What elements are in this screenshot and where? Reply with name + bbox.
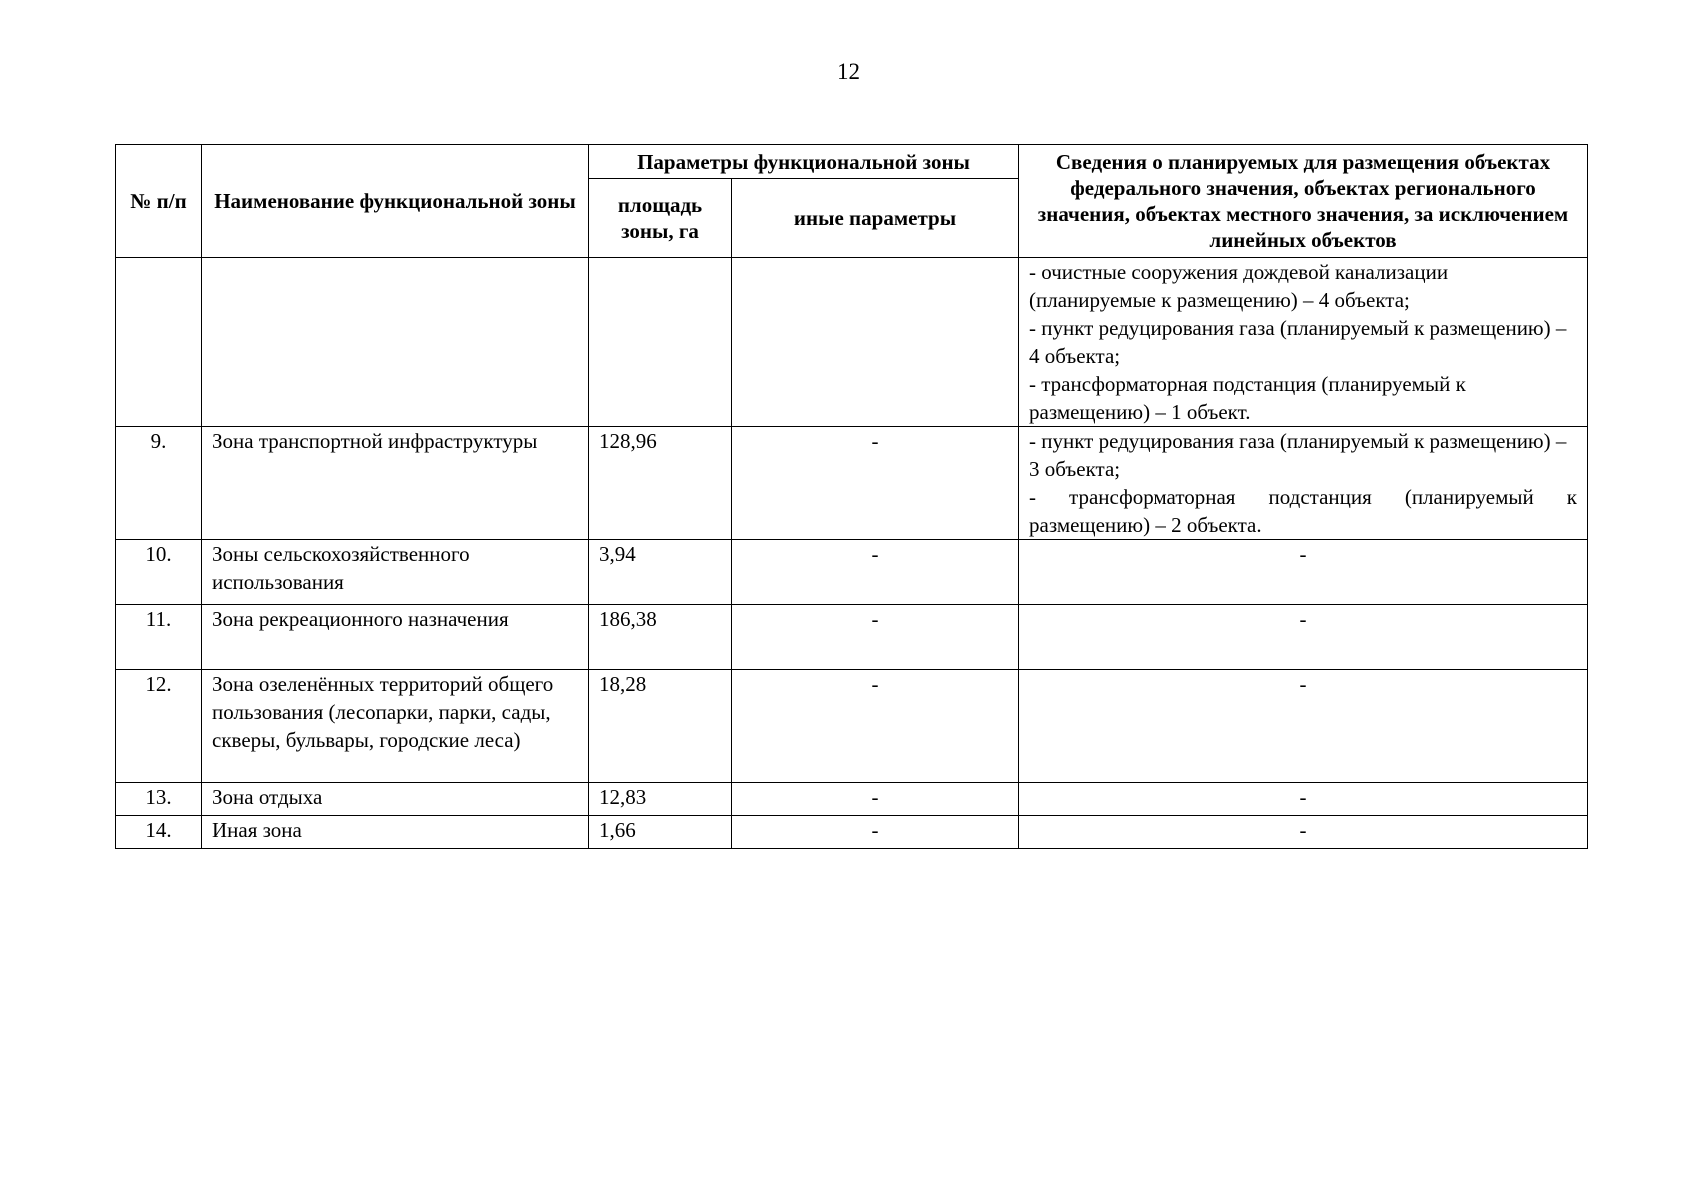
- object-item: - очистные сооружения дождевой канализации (планируемые к размещению) – 4 объекта;: [1029, 260, 1449, 312]
- row-other-parameters: -: [732, 816, 1019, 849]
- functional-zones-table: [115, 144, 1588, 849]
- row-zone-name: Зона транспортной инфраструктуры: [202, 427, 589, 540]
- table-row: [116, 540, 1588, 605]
- row-area: 128,96: [589, 427, 732, 540]
- page-number: 12: [837, 59, 860, 84]
- row-zone-name: [202, 258, 589, 427]
- row-zone-name: Зона озеленённых территорий общего пользования (лесопарки, парки, сады, скверы, бульвары, городские леса): [202, 670, 589, 783]
- header-zone-parameters: Параметры функциональной зоны: [589, 145, 1019, 179]
- row-planned-objects: -: [1019, 605, 1588, 670]
- row-planned-objects: -: [1019, 540, 1588, 605]
- table-row: [116, 605, 1588, 670]
- row-num: 14.: [116, 816, 202, 849]
- row-num: [116, 258, 202, 427]
- table-row: [116, 816, 1588, 849]
- header-zone-name: Наименование функциональной зоны: [202, 145, 589, 258]
- row-num: 12.: [116, 670, 202, 783]
- table-row: [116, 258, 1588, 427]
- header-num: № п/п: [116, 145, 202, 258]
- row-planned-objects: -: [1019, 670, 1588, 783]
- row-other-parameters: [732, 258, 1019, 427]
- row-other-parameters: -: [732, 540, 1019, 605]
- header-other-parameters: иные параметры: [732, 179, 1019, 258]
- row-area: 1,66: [589, 816, 732, 849]
- table-row: [116, 670, 1588, 783]
- row-area: 18,28: [589, 670, 732, 783]
- row-area: 3,94: [589, 540, 732, 605]
- row-zone-name: Зона рекреационного назначения: [202, 605, 589, 670]
- row-area: [589, 258, 732, 427]
- row-num: 11.: [116, 605, 202, 670]
- row-other-parameters: -: [732, 783, 1019, 816]
- row-planned-objects: [1019, 427, 1588, 540]
- row-planned-objects: -: [1019, 783, 1588, 816]
- row-zone-name: Зона отдыха: [202, 783, 589, 816]
- row-other-parameters: -: [732, 670, 1019, 783]
- header-planned-objects: Сведения о планируемых для размещения объектах федерального значения, объектах регионального значения, объектах местного значения, за исключением линейных объектов: [1019, 145, 1588, 258]
- row-num: 10.: [116, 540, 202, 605]
- header-area: площадь зоны, га: [589, 179, 732, 258]
- row-zone-name: Иная зона: [202, 816, 589, 849]
- row-other-parameters: -: [732, 427, 1019, 540]
- row-planned-objects: -: [1019, 816, 1588, 849]
- row-num: 9.: [116, 427, 202, 540]
- object-item: - трансформаторная подстанция (планируемый к размещению) – 1 объект.: [1029, 372, 1466, 424]
- object-item: - пункт редуцирования газа (планируемый к размещению) – 3 объекта;: [1029, 429, 1567, 481]
- row-num: 13.: [116, 783, 202, 816]
- object-item: - трансформаторная подстанция (планируемый к размещению) – 2 объекта.: [1029, 485, 1577, 537]
- row-other-parameters: -: [732, 605, 1019, 670]
- row-area: 186,38: [589, 605, 732, 670]
- object-item: - пункт редуцирования газа (планируемый к размещению) – 4 объекта;: [1029, 316, 1567, 368]
- row-area: 12,83: [589, 783, 732, 816]
- table-row: [116, 427, 1588, 540]
- row-zone-name: Зоны сельскохозяйственного использования: [202, 540, 589, 605]
- table-row: [116, 783, 1588, 816]
- row-planned-objects: [1019, 258, 1588, 427]
